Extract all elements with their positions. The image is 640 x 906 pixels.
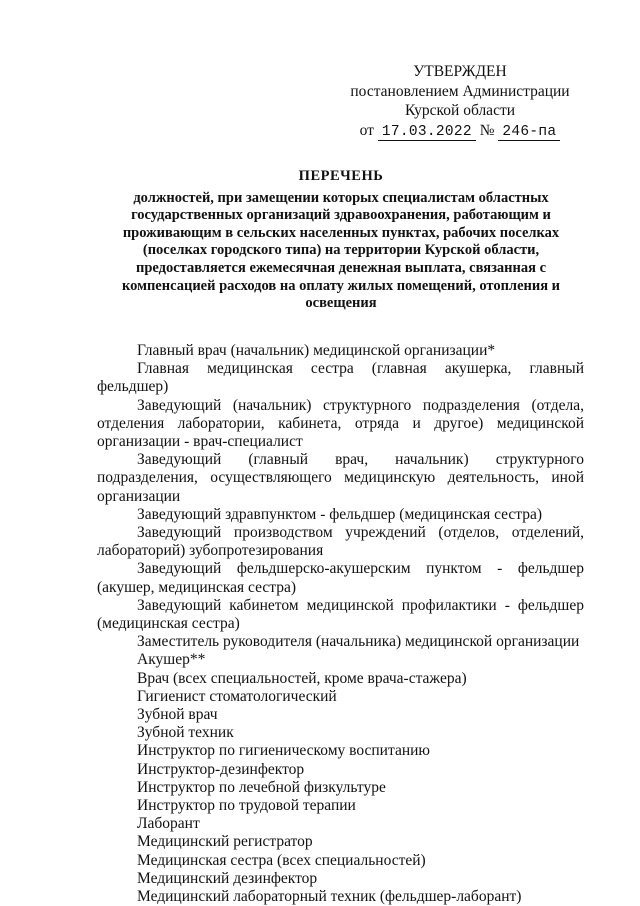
list-item: Медицинский лабораторный техник (фельдшер-лаборант) [137, 888, 522, 906]
title-line: освещения [305, 295, 377, 312]
approval-title: УТВЕРЖДЕН [413, 63, 507, 80]
list-item: Заведующий кабинетом медицинской профилактики - фельдшер (медицинская сестра) [97, 596, 584, 633]
title-line: проживающим в сельских населенных пунктах, рабочих поселках [122, 224, 560, 241]
title-line: предоставляется ежемесячная денежная выплата, связанная с [135, 259, 547, 276]
list-item: Врач (всех специальностей, кроме врача-стажера) [137, 669, 467, 687]
date-prefix: от [359, 121, 374, 139]
list-item: Инструктор-дезинфектор [137, 760, 305, 778]
list-item: Главный врач (начальник) медицинской организации* [137, 342, 496, 359]
list-item: Зубной врач [137, 706, 218, 724]
list-item: Акушер** [137, 651, 206, 669]
list-item: Заведующий фельдшерско-акушерским пунктом - фельдшер (акушер, медицинская сестра) [97, 560, 584, 596]
title-line: компенсацией расходов на оплату жилых помещений, отопления и [121, 277, 561, 294]
list-item: Главная медицинская сестра (главная акушерка, главный фельдшер) [97, 360, 584, 396]
approval-number: 246-па [498, 124, 560, 141]
list-item: Заведующий (начальник) структурного подразделения (отдела, отделения лаборатории, кабинета, отряда и другое) медицинской организации - врач-специалист [97, 396, 584, 451]
list-item: Инструктор по лечебной физкультуре [137, 778, 386, 796]
document-title [100, 168, 582, 313]
positions-list [97, 342, 584, 906]
title-line: должностей, при замещении которых специалистам областных [133, 189, 549, 206]
approval-line-1: постановлением Администрации [350, 82, 570, 100]
list-item: Инструктор по гигиеническому воспитанию [137, 742, 430, 760]
list-item: Инструктор по трудовой терапии [137, 797, 356, 815]
approval-date-line [340, 121, 580, 143]
list-item: Заместитель руководителя (начальника) медицинской организации [137, 633, 580, 651]
list-item: Медицинская сестра (всех специальностей) [137, 851, 426, 869]
list-item: Медицинский регистратор [137, 833, 313, 851]
list-item: Заведующий производством учреждений (отделов, отделений, лабораторий) зубопротезирования [97, 524, 584, 560]
title-line: (поселках городского типа) на территории Курской области, [142, 242, 540, 259]
number-prefix: № [479, 121, 495, 139]
approval-line-2: Курской области [404, 102, 516, 119]
list-item: Заведующий (главный врач, начальник) структурного подразделения, осуществляющего медицинскую деятельность, иной организации [97, 451, 584, 505]
title-line: государственных организаций здравоохранения, работающим и [131, 207, 551, 224]
list-item: Лаборант [137, 815, 200, 833]
list-item: Медицинский дезинфектор [137, 869, 318, 887]
list-item: Зубной техник [137, 724, 234, 742]
approval-stamp [340, 62, 580, 142]
list-item: Заведующий здравпунктом - фельдшер (медицинская сестра) [137, 505, 543, 523]
approval-date: 17.03.2022 [378, 124, 476, 141]
document-heading: ПЕРЕЧЕНЬ [298, 168, 384, 184]
list-item: Гигиенист стоматологический [137, 687, 337, 705]
